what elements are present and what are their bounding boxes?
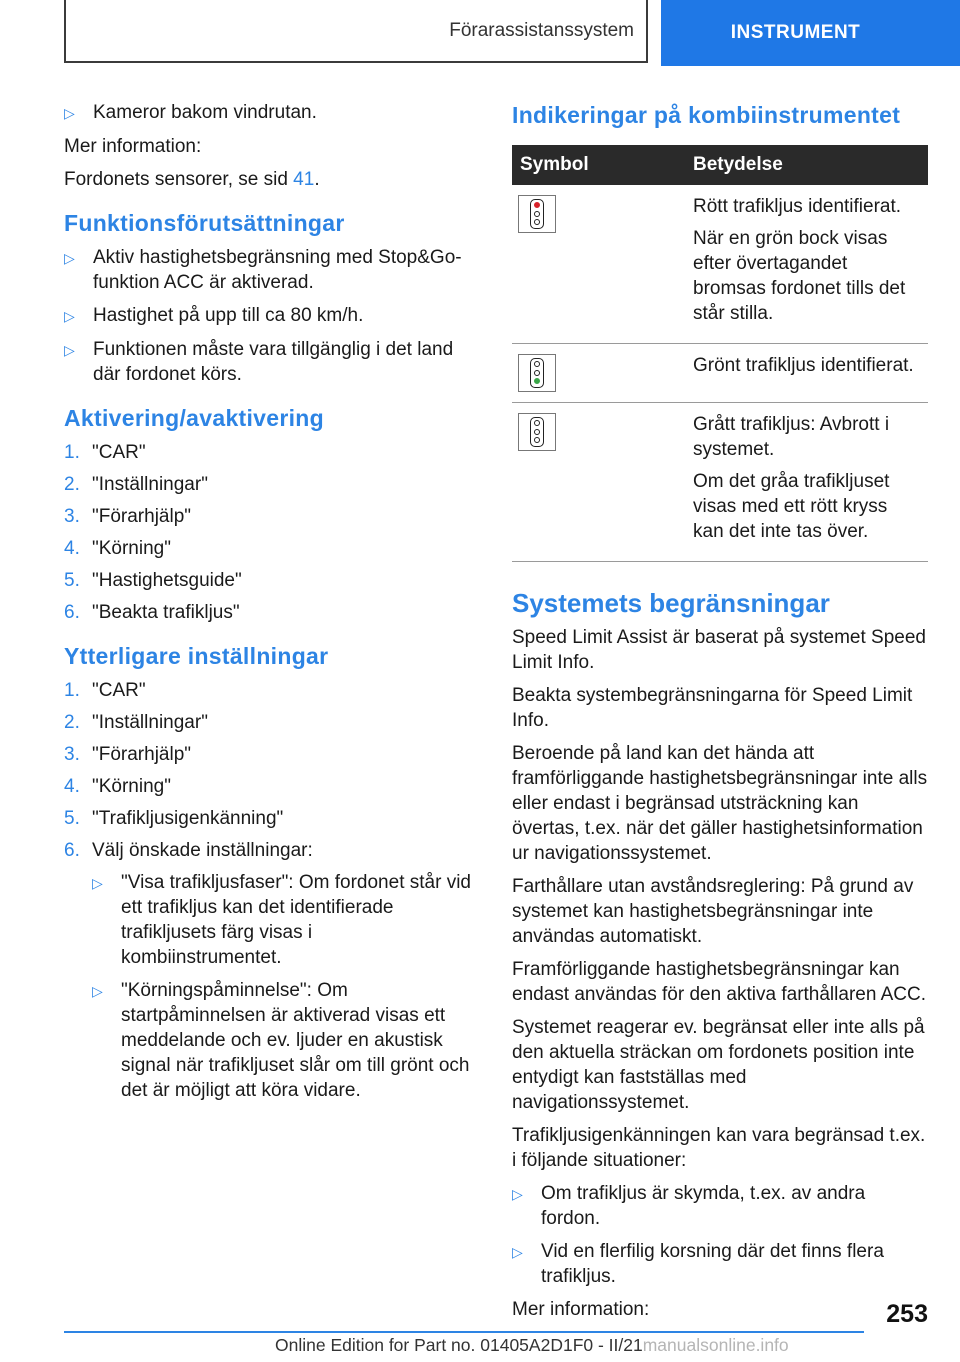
step-text: "Förarhjälp" <box>92 744 192 765</box>
paragraph: Beroende på land kan det hända att framförliggande hastighetsbegränsningar inte alls eller endast i begränsad utsträckning kan övertas, t.ex. när det gäller hastighetsinformation ur navigationssystemet. <box>512 743 928 864</box>
list-item <box>64 303 476 329</box>
meaning-cell <box>685 403 928 562</box>
step-item <box>64 472 476 497</box>
meaning-text: Grönt trafikljus identifierat. <box>693 355 914 376</box>
page-link[interactable]: 41 <box>293 169 315 190</box>
heading-indicators: Indikeringar på kombiinstrumentet <box>512 102 901 128</box>
meaning-text: Grått trafikljus: Avbrott i systemet. <box>693 414 890 460</box>
lamp <box>534 211 540 217</box>
limits-paragraphs <box>512 625 928 1173</box>
step-text: "CAR" <box>92 442 146 463</box>
meaning-text: Rött trafikljus identifierat. <box>693 196 902 217</box>
symbol-cell <box>512 185 685 344</box>
traffic-light-red-icon <box>518 195 556 233</box>
list-item-text: Aktiv hastighetsbegränsning med Stop&Go-funktion ACC är aktiverad. <box>93 247 462 293</box>
list-item-text: Kameror bakom vindrutan. <box>93 102 317 123</box>
step-item <box>64 600 476 625</box>
meaning-text: När en grön bock visas efter övertagandet bromsas fordonet tills det står stilla. <box>693 228 906 324</box>
paragraph: Farthållare utan avståndsreglering: På grund av systemet kan hastighetsbegränsningar inte användas automatiskt. <box>512 876 914 947</box>
step-item <box>64 536 476 561</box>
symbol-cell <box>512 403 685 562</box>
heading-limits: Systemets begränsningar <box>512 588 830 618</box>
step-number: 5. <box>64 570 80 591</box>
step-text: "Inställningar" <box>92 474 208 495</box>
step-number: 1. <box>64 442 80 463</box>
indicator-table <box>512 145 928 562</box>
step-text: "Körning" <box>92 776 171 797</box>
lamp <box>534 202 540 208</box>
triangle-bullet-icon: ▷ <box>92 983 103 999</box>
symbol-cell <box>512 344 685 403</box>
conditions-list <box>64 245 476 387</box>
step-number: 6. <box>64 602 80 623</box>
table-row <box>512 344 928 403</box>
header-section-title <box>64 0 648 63</box>
more-info-label: Mer information: <box>512 1299 650 1320</box>
edition-text: Online Edition for Part no. 01405A2D1F0 - II/21 <box>275 1335 643 1355</box>
paragraph: Systemet reagerar ev. begränsat eller inte alls på den aktuella sträckan om fordonets position inte entydigt kan fastställas med navigationssystemet. <box>512 1017 925 1113</box>
heading-activation: Aktivering/avaktivering <box>64 405 325 431</box>
col-header-symbol: Symbol <box>512 145 685 185</box>
step-item <box>64 504 476 529</box>
list-item-text: "Körningspåminnelse": Om startpåminnelsen är aktiverad visas ett meddelande och ev. ljuder en akustisk signal när trafikljuset slår om till grönt och det är möjligt att köra vidare. <box>121 980 470 1101</box>
step-number: 6. <box>64 840 80 861</box>
traffic-light-housing <box>530 417 544 447</box>
traffic-light-housing <box>530 358 544 388</box>
paragraph: Trafikljusigenkänningen kan vara begränsad t.ex. i följande situationer: <box>512 1125 926 1171</box>
header-section-label: Förarassistanssystem <box>449 19 634 41</box>
limits-list <box>512 1181 928 1289</box>
step-number: 4. <box>64 776 80 797</box>
list-item-text: "Visa trafikljusfaser": Om fordonet står vid ett trafikljus kan det identifierade trafikljusets färg visas i kombiinstrumentet. <box>121 872 471 968</box>
left-column <box>64 100 476 1111</box>
lamp <box>534 420 540 426</box>
list-item <box>92 978 476 1103</box>
sensors-reference <box>64 167 476 192</box>
list-item <box>92 870 476 970</box>
traffic-light-green-icon <box>518 354 556 392</box>
page-number: 253 <box>886 1300 928 1328</box>
list-item-text: Om trafikljus är skymda, t.ex. av andra fordon. <box>541 1183 866 1229</box>
paragraph: Beakta systembegränsningarna för Speed Limit Info. <box>512 685 913 731</box>
lamp <box>534 219 540 225</box>
paragraph: Framförliggande hastighetsbegränsningar kan endast användas för den aktiva farthållaren ACC. <box>512 959 927 1005</box>
reference-end: . <box>314 169 320 190</box>
list-item <box>64 245 476 295</box>
step-item <box>64 838 476 863</box>
more-info-label: Mer information: <box>64 136 202 157</box>
triangle-bullet-icon: ▷ <box>64 250 75 266</box>
footer-divider <box>64 1331 864 1333</box>
lamp <box>534 378 540 384</box>
step-item <box>64 568 476 593</box>
step-text: "Inställningar" <box>92 712 208 733</box>
step-text: "Körning" <box>92 538 171 559</box>
meaning-cell <box>685 344 928 403</box>
header-chapter-tab[interactable] <box>661 0 960 66</box>
more-settings-steps <box>64 678 476 863</box>
heading-conditions: Funktionsförutsättningar <box>64 210 345 236</box>
reference-text: Fordonets sensorer, se sid <box>64 169 294 190</box>
step-item <box>64 742 476 767</box>
triangle-bullet-icon: ▷ <box>512 1244 523 1260</box>
step-text: "Beakta trafikljus" <box>92 602 240 623</box>
footer-edition <box>275 1335 789 1356</box>
meaning-cell <box>685 185 928 344</box>
col-header-meaning: Betydelse <box>685 145 928 185</box>
paragraph: Speed Limit Assist är baserat på systemet Speed Limit Info. <box>512 627 926 673</box>
triangle-bullet-icon: ▷ <box>92 875 103 891</box>
lamp <box>534 370 540 376</box>
triangle-bullet-icon: ▷ <box>64 308 75 324</box>
table-row <box>512 403 928 562</box>
step-text: "Trafikljusigenkänning" <box>92 808 284 829</box>
step-number: 3. <box>64 744 80 765</box>
list-item <box>64 337 476 387</box>
right-column <box>512 100 928 1330</box>
traffic-light-grey-icon <box>518 413 556 451</box>
list-item-text: Hastighet på upp till ca 80 km/h. <box>93 305 364 326</box>
step-text: "Hastighetsguide" <box>92 570 242 591</box>
table-row <box>512 185 928 344</box>
triangle-bullet-icon: ▷ <box>64 342 75 358</box>
step-number: 3. <box>64 506 80 527</box>
step-number: 2. <box>64 474 80 495</box>
list-item <box>512 1181 928 1231</box>
triangle-bullet-icon: ▷ <box>512 1186 523 1202</box>
triangle-bullet-icon: ▷ <box>64 105 75 121</box>
step-number: 1. <box>64 680 80 701</box>
list-item-text: Vid en flerfilig korsning där det finns flera trafikljus. <box>541 1241 884 1287</box>
step-text: "Förarhjälp" <box>92 506 192 527</box>
traffic-light-housing <box>530 199 544 229</box>
step-item <box>64 710 476 735</box>
step-item <box>64 678 476 703</box>
step-item <box>64 440 476 465</box>
step-number: 4. <box>64 538 80 559</box>
step-number: 5. <box>64 808 80 829</box>
watermark: manualsonline.info <box>642 1335 789 1355</box>
lamp <box>534 361 540 367</box>
list-item <box>512 1239 928 1289</box>
list-item-text: Funktionen måste vara tillgänglig i det land där fordonet körs. <box>93 339 454 385</box>
activation-steps <box>64 440 476 625</box>
step-item <box>64 774 476 799</box>
lamp <box>534 437 540 443</box>
step-item <box>64 806 476 831</box>
meaning-text: Om det gråa trafikljuset visas med ett rött kryss kan det inte tas över. <box>693 471 890 542</box>
step-number: 2. <box>64 712 80 733</box>
lamp <box>534 429 540 435</box>
heading-more-settings: Ytterligare inställningar <box>64 643 329 669</box>
settings-sub-list <box>92 870 476 1103</box>
step-text: "CAR" <box>92 680 146 701</box>
list-item <box>64 100 476 126</box>
header-chapter-label: INSTRUMENT <box>730 22 861 43</box>
step-text: Välj önskade inställningar: <box>92 840 313 861</box>
